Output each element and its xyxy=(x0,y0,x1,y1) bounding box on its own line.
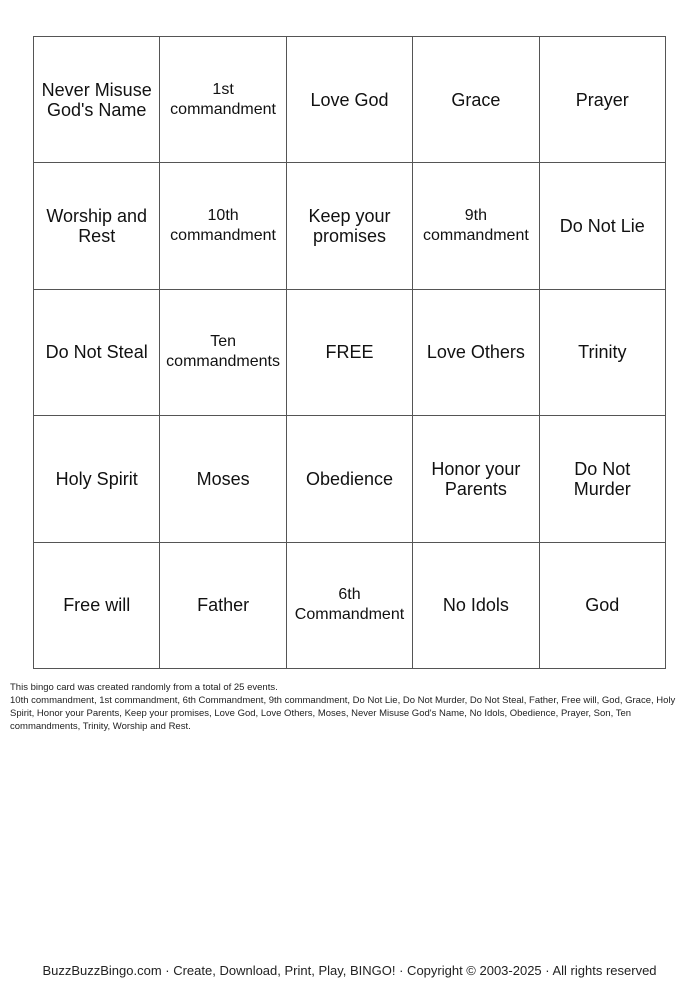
bingo-cell: Holy Spirit xyxy=(34,416,160,542)
bingo-cell: Moses xyxy=(160,416,286,542)
bingo-cell: 10th commandment xyxy=(160,163,286,289)
bingo-cell: Never Misuse God's Name xyxy=(34,37,160,163)
card-notes xyxy=(10,681,690,733)
bingo-cell: 9th commandment xyxy=(413,163,539,289)
bingo-cell: Do Not Steal xyxy=(34,290,160,416)
bingo-cell: God xyxy=(540,543,666,669)
events-list: 10th commandment, 1st commandment, 6th Commandment, 9th commandment, Do Not Lie, Do Not Murder, Do Not Steal, Father, Free will, God, Grace, Holy Spirit, Honor your Parents, Keep your promises, Love God, Love Others, Moses, Never Misuse God's Name, No Idols, Obedience, Prayer, Son, Ten commandments, Trinity, Worship and Rest. xyxy=(10,695,676,732)
bingo-cell: Love Others xyxy=(413,290,539,416)
free-space-cell: FREE xyxy=(287,290,413,416)
card-summary: This bingo card was created randomly from a total of 25 events. xyxy=(10,682,278,693)
bingo-cell: Worship and Rest xyxy=(34,163,160,289)
bingo-cell: Trinity xyxy=(540,290,666,416)
bingo-cell: Keep your promises xyxy=(287,163,413,289)
bingo-cell: No Idols xyxy=(413,543,539,669)
bingo-cell: Do Not Murder xyxy=(540,416,666,542)
bingo-cell: Ten commandments xyxy=(160,290,286,416)
bingo-card-grid xyxy=(33,36,666,669)
bingo-cell: Love God xyxy=(287,37,413,163)
bingo-cell: Prayer xyxy=(540,37,666,163)
bingo-cell: Grace xyxy=(413,37,539,163)
footer-copyright: BuzzBuzzBingo.com · Create, Download, Print, Play, BINGO! · Copyright © 2003-2025 · All rights reserved xyxy=(42,963,657,978)
bingo-cell: Do Not Lie xyxy=(540,163,666,289)
bingo-cell: 1st commandment xyxy=(160,37,286,163)
bingo-cell: 6th Commandment xyxy=(287,543,413,669)
bingo-cell: Father xyxy=(160,543,286,669)
bingo-cell: Free will xyxy=(34,543,160,669)
bingo-cell: Obedience xyxy=(287,416,413,542)
bingo-cell: Honor your Parents xyxy=(413,416,539,542)
